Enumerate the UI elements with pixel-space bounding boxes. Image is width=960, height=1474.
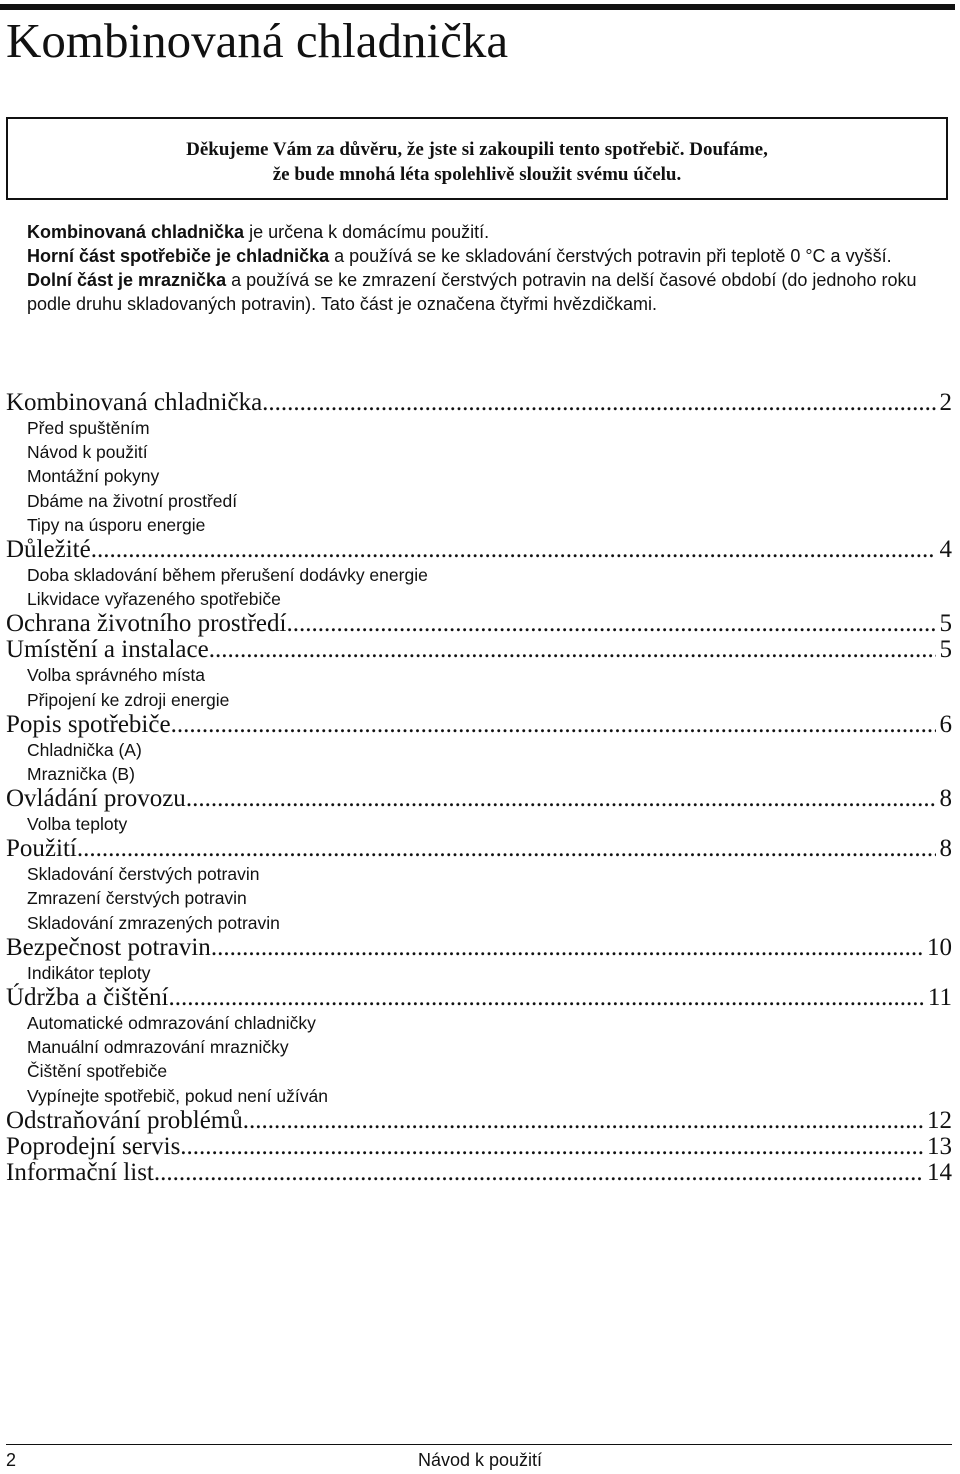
description-paragraph-1	[27, 220, 947, 244]
toc-subentry[interactable]: Doba skladování během přerušení dodávky energie	[27, 564, 428, 585]
toc-entry-title: Ochrana životního prostředí	[6, 610, 287, 638]
description-p1-bold: Kombinovaná chladnička	[27, 222, 245, 242]
toc-entry[interactable]	[6, 985, 952, 1011]
toc-entry-title: Kombinovaná chladnička	[6, 389, 263, 416]
toc-dot-leader	[209, 637, 936, 663]
toc-dot-leader	[286, 611, 935, 637]
description-p2-text: a používá se ke skladování čerstvých potravin při teplotě 0 °C a vyšší.	[329, 246, 892, 266]
toc-entry-page: 10	[927, 933, 952, 961]
toc-entry-page: 4	[939, 535, 952, 563]
toc-dot-leader	[262, 390, 935, 416]
toc-subentry[interactable]: Indikátor teploty	[27, 962, 151, 983]
toc-entry-page: 14	[927, 1158, 952, 1186]
toc-subentry[interactable]: Dbáme na životní prostředí	[27, 490, 238, 511]
toc-subentry[interactable]: Čištění spotřebiče	[27, 1061, 168, 1082]
toc-dot-leader	[186, 786, 936, 812]
toc-entry-title: Důležité	[6, 535, 91, 563]
toc-subentry[interactable]: Volba správného místa	[27, 665, 206, 686]
toc-subentry[interactable]: Před spuštěním	[27, 418, 150, 438]
toc-entry[interactable]	[6, 611, 952, 637]
toc-subentry[interactable]: Likvidace vyřazeného spotřebiče	[27, 589, 281, 610]
page-title: Kombinovaná chladnička	[6, 13, 509, 68]
toc-entry[interactable]	[6, 836, 952, 862]
toc-subentry[interactable]: Připojení ke zdroji energie	[27, 689, 230, 710]
toc-subentry[interactable]: Skladování zmrazených potravin	[27, 912, 280, 933]
intro-line-2: že bude mnohá léta spolehlivě sloužit svému účelu.	[272, 164, 682, 185]
description-paragraph-3	[27, 268, 947, 316]
toc-dot-leader	[211, 935, 923, 961]
toc-subentry[interactable]: Mraznička (B)	[27, 763, 135, 784]
toc-dot-leader	[168, 985, 923, 1011]
toc-entry-page: 11	[927, 984, 952, 1011]
toc-entry-title: Použití	[6, 835, 77, 863]
toc-entry-title: Ovládání provozu	[6, 785, 186, 813]
footer-manual-label: Návod k použití	[417, 1450, 543, 1470]
toc-entry[interactable]	[6, 1108, 952, 1134]
toc-entry[interactable]	[6, 1160, 952, 1186]
description-paragraph-2	[27, 244, 947, 268]
toc-entry-page: 5	[939, 610, 952, 638]
description-p2-bold: Horní část spotřebiče je chladnička	[27, 246, 330, 266]
toc-entry-title: Poprodejní servis	[6, 1132, 181, 1160]
toc-entry[interactable]	[6, 637, 952, 663]
toc-dot-leader	[91, 537, 936, 563]
toc-entry-page: 8	[939, 785, 952, 813]
toc-entry-page: 12	[927, 1106, 952, 1134]
toc-entry-page: 13	[927, 1132, 952, 1160]
toc-entry-page: 5	[939, 636, 952, 664]
description-p1-text: je určena k domácímu použití.	[244, 222, 490, 242]
toc-subentry[interactable]: Tipy na úsporu energie	[27, 514, 206, 535]
toc-entry[interactable]	[6, 935, 952, 961]
toc-dot-leader	[171, 712, 936, 738]
toc-subentry[interactable]: Vypínejte spotřebič, pokud není užíván	[27, 1085, 328, 1106]
toc-entry-page: 6	[939, 710, 952, 738]
product-description	[27, 220, 947, 316]
toc-entry-page: 8	[939, 835, 952, 863]
footer-rule	[6, 1444, 952, 1445]
toc-subentry[interactable]: Volba teploty	[27, 814, 128, 835]
header-rule	[0, 4, 955, 10]
toc-subentry[interactable]: Montážní pokyny	[27, 466, 160, 487]
table-of-contents	[6, 390, 952, 1186]
toc-entry[interactable]	[6, 786, 952, 812]
toc-entry-title: Umístění a instalace	[6, 636, 209, 664]
toc-dot-leader	[180, 1134, 923, 1160]
toc-entry[interactable]	[6, 1134, 952, 1160]
intro-line-1: Děkujeme Vám za důvěru, že jste si zakoupili tento spotřebič. Doufáme,	[186, 139, 768, 160]
intro-box	[6, 117, 948, 200]
toc-entry-title: Popis spotřebiče	[6, 710, 171, 738]
toc-subentry[interactable]: Automatické odmrazování chladničky	[27, 1013, 316, 1033]
toc-dot-leader	[77, 836, 936, 862]
toc-subentry[interactable]: Zmrazení čerstvých potravin	[27, 888, 247, 909]
toc-entry-title: Informační list	[6, 1158, 154, 1186]
description-p3-bold: Dolní část je mraznička	[27, 270, 227, 290]
toc-dot-leader	[243, 1108, 923, 1134]
toc-subentry[interactable]: Manuální odmrazování mrazničky	[27, 1037, 289, 1058]
toc-entry-title: Bezpečnost potravin	[6, 933, 211, 961]
toc-dot-leader	[154, 1160, 923, 1186]
toc-entry-title: Údržba a čištění	[6, 984, 169, 1011]
footer-page-number: 2	[6, 1450, 17, 1470]
toc-entry[interactable]	[6, 537, 952, 563]
toc-entry[interactable]	[6, 712, 952, 738]
description-p3-text: a používá se ke zmrazení čerstvých potravin na delší časové období (do jednoho roku podle druhu skladovaných potravin). Tato část je označena čtyřmi hvězdičkami.	[27, 270, 917, 314]
toc-subentry[interactable]: Skladování čerstvých potravin	[27, 864, 260, 885]
toc-entry-page: 2	[939, 389, 952, 416]
toc-entry[interactable]	[6, 390, 952, 416]
toc-entry-title: Odstraňování problémů	[6, 1106, 243, 1134]
toc-subentry[interactable]: Chladnička (A)	[27, 739, 142, 760]
toc-subentry[interactable]: Návod k použití	[27, 442, 148, 463]
